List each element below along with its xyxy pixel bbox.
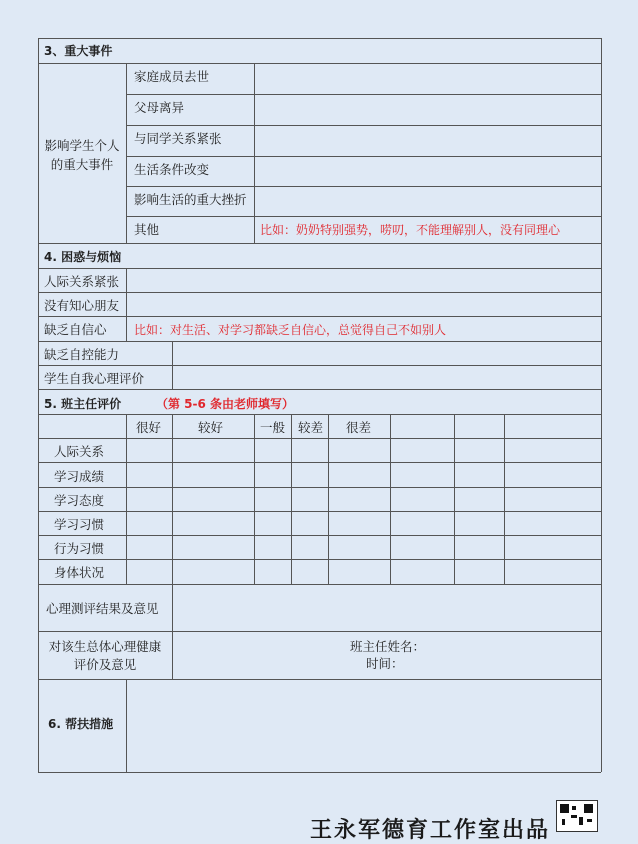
overall-evaluation-label [38,638,172,674]
trouble-row-label: 缺乏自信心 [44,322,107,337]
grid-line [291,414,292,584]
support-measures-field[interactable] [128,679,600,771]
grid-line [126,125,601,126]
grid-line [328,414,329,584]
grid-line [126,679,127,772]
grid-line [38,584,601,585]
teacher-name-label: 班主任姓名： [350,639,426,654]
trouble-row-label: 人际关系紧张 [44,274,120,289]
grid-line [126,414,127,584]
rating-row-label: 身体状况 [54,565,105,580]
event-row-value[interactable] [258,130,598,148]
rating-row-label: 学习习惯 [54,517,105,532]
other-event-example[interactable]: 比如：奶奶特别强势，唠叨，不能理解别人，没有同理心 [260,223,561,237]
rating-row-label: 人际关系 [54,444,105,459]
rating-column-header: 较好 [198,420,224,435]
section4-header: 4. 困惑与烦恼 [44,250,122,264]
overall-evaluation-line1: 对该生总体心理健康 [48,639,162,654]
grid-line [38,38,601,39]
rating-row-label: 学习成绩 [54,469,105,484]
rating-column-header: 很好 [136,420,162,435]
section6-header: 6. 帮扶措施 [48,717,114,731]
grid-line [38,414,601,415]
grid-line [38,63,601,64]
grid-line [126,186,601,187]
footer-credit: 王永军德育工作室出品 [310,818,551,843]
rating-row-label: 行为习惯 [54,541,105,556]
grid-line [38,772,601,773]
rating-column-header: 一般 [260,420,286,435]
grid-line [38,389,601,390]
rating-column-header: 较差 [298,420,324,435]
section5-header: 5. 班主任评价 [44,397,122,411]
grid-line [38,535,601,536]
grid-line [38,511,601,512]
section3-header: 3、重大事件 [44,44,113,58]
grid-line [38,268,601,269]
time-label: 时间： [366,656,404,671]
event-row-label: 生活条件改变 [134,162,210,177]
grid-line [504,414,505,584]
grid-line [38,365,601,366]
section3-group-label-line2: 的重大事件 [50,157,114,172]
grid-line [38,631,601,632]
grid-line [126,94,601,95]
event-row-label: 家庭成员去世 [134,69,210,84]
footer [0,805,638,843]
grid-line [38,341,601,342]
section3-group-label [38,136,126,174]
grid-line [38,462,601,463]
grid-line [38,292,601,293]
event-row-label: 父母离异 [134,100,185,115]
qr-code-icon [556,800,598,832]
grid-line [254,414,255,584]
rating-column-header: 很差 [346,420,372,435]
grid-line [172,341,173,389]
section5-note: （第 5-6 条由老师填写） [156,397,295,411]
grid-line [126,156,601,157]
grid-line [38,559,601,560]
confidence-example[interactable]: 比如：对生活、对学习都缺乏自信心，总觉得自己不如别人 [134,323,447,337]
section3-group-label-line1: 影响学生个人 [44,138,120,153]
grid-line [38,243,601,244]
grid-line [454,414,455,584]
event-row-label: 影响生活的重大挫折 [134,192,247,207]
trouble-row-label: 缺乏自控能力 [44,347,120,362]
grid-line [390,414,391,584]
psych-assessment-label: 心理测评结果及意见 [46,601,159,616]
trouble-row-label: 没有知心朋友 [44,298,120,313]
event-row-label: 与同学关系紧张 [134,131,222,146]
event-row-value[interactable] [258,68,598,86]
event-row-value[interactable] [258,191,598,209]
grid-line [38,438,601,439]
grid-line [126,268,127,341]
overall-evaluation-line2: 评价及意见 [73,657,137,672]
event-row-value[interactable] [258,99,598,117]
grid-line [172,414,173,584]
grid-line [38,487,601,488]
grid-line [601,38,602,772]
grid-line [38,316,601,317]
event-row-label: 其他 [134,222,160,237]
event-row-value[interactable] [258,161,598,179]
grid-line [254,63,255,243]
rating-row-label: 学习态度 [54,493,105,508]
grid-line [126,216,601,217]
trouble-row-label: 学生自我心理评价 [44,371,145,386]
